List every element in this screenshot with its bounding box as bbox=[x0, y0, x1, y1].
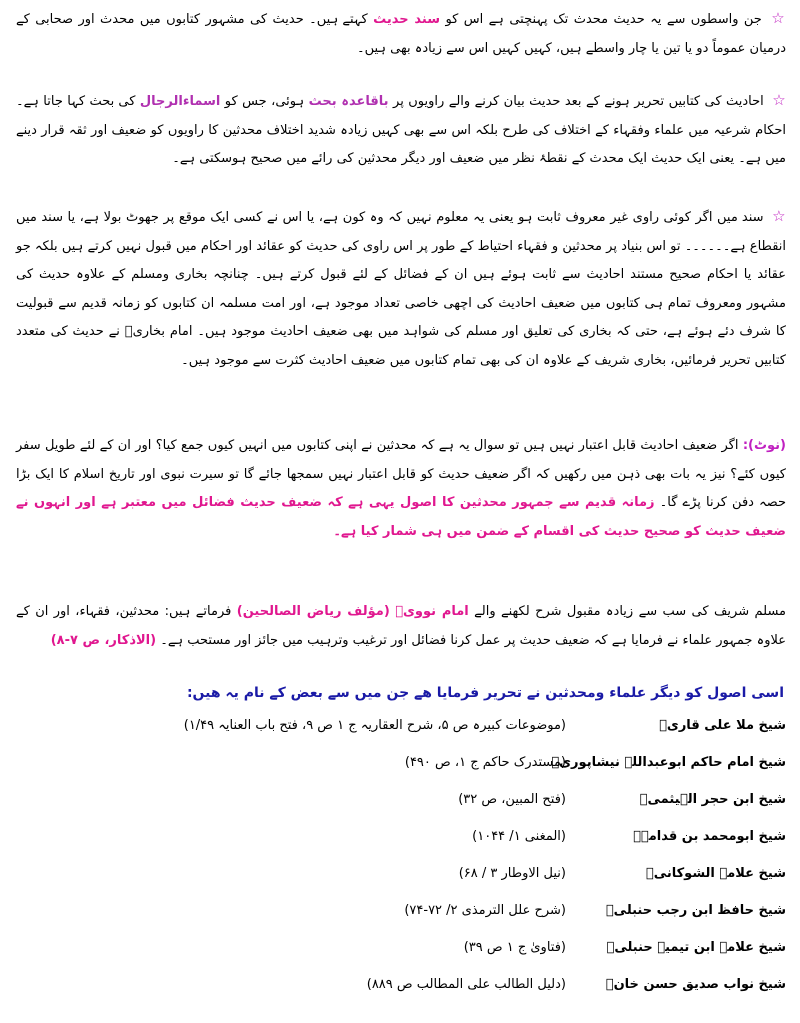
scholar-source: (نیل الاوطار ۳ / ۶۸) bbox=[458, 866, 566, 881]
star-icon: ☆ bbox=[772, 91, 786, 109]
scholar-source: (دلیل الطالب علی المطالب ص ۸۸۹) bbox=[366, 977, 566, 992]
star-icon: ☆ bbox=[771, 9, 786, 27]
asma-ur-rijal-paragraph: ☆ احادیث کی کتابیں تحریر ہونے کے بعد حدیث بیان کرنے والے راویوں پر باقاعدہ بحث ہوئی، جس کو اسماءالرجال کی بحث کہا جاتا ہے۔ احکام شرعیہ میں علماء وفقہاء کے اختلاف کی طرح بلکہ اس سے بھی کہیں زیادہ شدید اختلاف محدثین کا راویوں کو ضعیف اور ثقہ قرار دینے میں ہے۔ یعنی ایک حدیث ایک محدث کے نقطۂ نظر میں ضعیف اور دیگر محدثین کی رائے میں صحیح ہوسکتی ہے۔ bbox=[16, 91, 786, 166]
reference-row bbox=[16, 714, 786, 750]
scholar-name: شیخ امام حاکم ابوعبداللہ نیشاپوریؒ bbox=[551, 755, 786, 770]
scholar-name: شیخ حافظ ابن رجب حنبلیؒ bbox=[605, 903, 786, 918]
note-label: (نوٹ): bbox=[742, 438, 786, 453]
intro-paragraph: ☆ جن واسطوں سے یہ حدیث محدث تک پہنچتی ہے اس کو سند حدیث کہتے ہیں۔ حدیث کی مشہور کتابوں میں محدث اور صحابی کے درمیان عموماً دو یا تین یا چار واسطے ہیں، کہیں کہیں اس سے زیادہ بھی ہیں۔ bbox=[16, 9, 786, 56]
term-sanad-hadith: سند حدیث bbox=[373, 12, 441, 27]
weak-narrator-paragraph: ☆ سند میں اگر کوئی راوی غیر معروف ثابت ہو یعنی یہ معلوم نہیں کہ وہ کون ہے، یا اس نے کسی ایک موقع پر جھوٹ بولا ہے، یا سند میں انقطاع ہے۔۔۔۔۔۔ تو اس بنیاد پر محدثین و فقہاء احتیاط کے طور پر اس راوی کی حدیث کو عقائد اور احکام میں قبول نہیں کرتے ہیں بلکہ جو عقائد یا احکام صحیح مستند احادیث سے ثابت ہوئے ہیں ان کے فضائل کے لئے قبول کرتے ہیں۔ چنانچہ بخاری ومسلم کے علاوہ حدیث کی مشہور ومعروف تمام ہی کتابوں میں ضعیف احادیث کی اچھی خاصی تعداد موجود ہے، اور امت مسلمہ ان کتابوں کو زمانہ قدیم سے قبولیت کا شرف دئے ہوئے ہے، حتی کہ بخاری کی تعلیق اور مسلم کی شواہد میں بھی ضعیف احادیث موجود ہیں۔ امام بخاریؒ نے حدیث کی متعدد کتابیں تحریر فرمائیں، بخاری شریف کے علاوہ ان کی بھی تمام کتابوں میں ضعیف احادیث کثرت سے موجود ہیں۔ bbox=[16, 207, 786, 368]
reference-row bbox=[16, 862, 786, 898]
riyad-book: (مؤلف ریاض الصالحین) bbox=[236, 604, 390, 619]
scholars-heading: اسی اصول کو دیگر علماء ومحدثین نے تحریر فرمایا ھے جن میں سے بعض کے نام یہ ھیں: bbox=[186, 685, 784, 701]
reference-row bbox=[16, 788, 786, 824]
scholar-source: (مستدرک حاکم ج ۱، ص ۴۹۰) bbox=[404, 755, 566, 770]
reference-row bbox=[16, 825, 786, 861]
note-paragraph: (نوٹ): اگر ضعیف احادیث قابل اعتبار نہیں ہیں تو سوال یہ ہے کہ محدثین نے اپنی کتابوں میں انہیں کیوں جمع کیا؟ اور ان کے لئے طویل سفر کیوں کئے؟ نیز یہ بات بھی ذہن میں رکھیں کہ اگر ضعیف حدیث کو قابل اعتبار نہیں سمجھا جائے گا تو سیرت نبوی اور تاریخ اسلام کا ایک بڑا حصہ دفن کرنا پڑے گا۔ زمانہ قدیم سے جمہور محدثین کا اصول یہی ہے کہ ضعیف حدیث فضائل میں معتبر ہے اور انہوں نے ضعیف حدیث کو صحیح حدیث کی اقسام کے ضمن میں ہی شمار کیا ہے۔ bbox=[16, 438, 786, 539]
scholar-name: شیخ ابن حجر الہیثمیؒ bbox=[639, 792, 786, 807]
scholar-name: شیخ ملا علی قاریؒ bbox=[659, 718, 786, 733]
imam-nawawi-name: امام نوویؒ bbox=[395, 604, 469, 619]
reference-row bbox=[16, 936, 786, 972]
term-asma-ur-rijal: اسماءالرجال bbox=[139, 94, 221, 109]
reference-row bbox=[16, 751, 786, 787]
scholar-name: شیخ نواب صدیق حسن خانؒ bbox=[605, 977, 786, 992]
reference-row bbox=[16, 973, 786, 1009]
nawawi-paragraph: مسلم شریف کی سب سے زیادہ مقبول شرح لکھنے والے امام نوویؒ (مؤلف ریاض الصالحین) فرماتے ہیں: محدثین، فقہاء، اور ان کے علاوہ جمہور علماء نے فرمایا ہے کہ ضعیف حدیث پر عمل کرنا فضائل اور ترغیب وترہیب میں جائز اور مستحب ہے۔ (الاذکار، ص ۷-۸) bbox=[16, 604, 787, 648]
scholar-source: (المغنی ۱/ ۱۰۴۴) bbox=[472, 829, 566, 844]
star-icon: ☆ bbox=[772, 207, 786, 225]
reference-row bbox=[16, 899, 786, 935]
scholar-source: (فتح المبین، ص ۳۲) bbox=[458, 792, 566, 807]
scholar-source: (شرح علل الترمذی ۲/ ۷۲-۷۴) bbox=[404, 903, 566, 918]
adhkar-reference: (الاذکار، ص ۷-۸) bbox=[50, 632, 157, 648]
scholar-source: (موضوعات کبیرہ ص ۵، شرح العقاریہ ج ۱ ص ۹، فتح باب العنایہ ۱/۴۹) bbox=[183, 718, 566, 733]
note-highlight: زمانہ قدیم سے جمہور محدثین کا اصول یہی ہے کہ ضعیف حدیث فضائل میں معتبر ہے اور انہوں نے ضعیف حدیث کو صحیح حدیث کی اقسام کے ضمن میں ہی شمار کیا ہے۔ bbox=[16, 495, 786, 539]
term-bahth: باقاعدہ بحث bbox=[308, 94, 389, 109]
scholar-name: شیخ علامہ ابن تیمیہ حنبلیؒ bbox=[606, 940, 786, 955]
scholar-name: شیخ علامہ الشوکانیؒ bbox=[645, 866, 786, 881]
scholar-source: (فتاویٰ ج ۱ ص ۳۹) bbox=[463, 940, 566, 955]
scholar-name: شیخ ابومحمد بن قدامہؒ bbox=[633, 829, 786, 844]
